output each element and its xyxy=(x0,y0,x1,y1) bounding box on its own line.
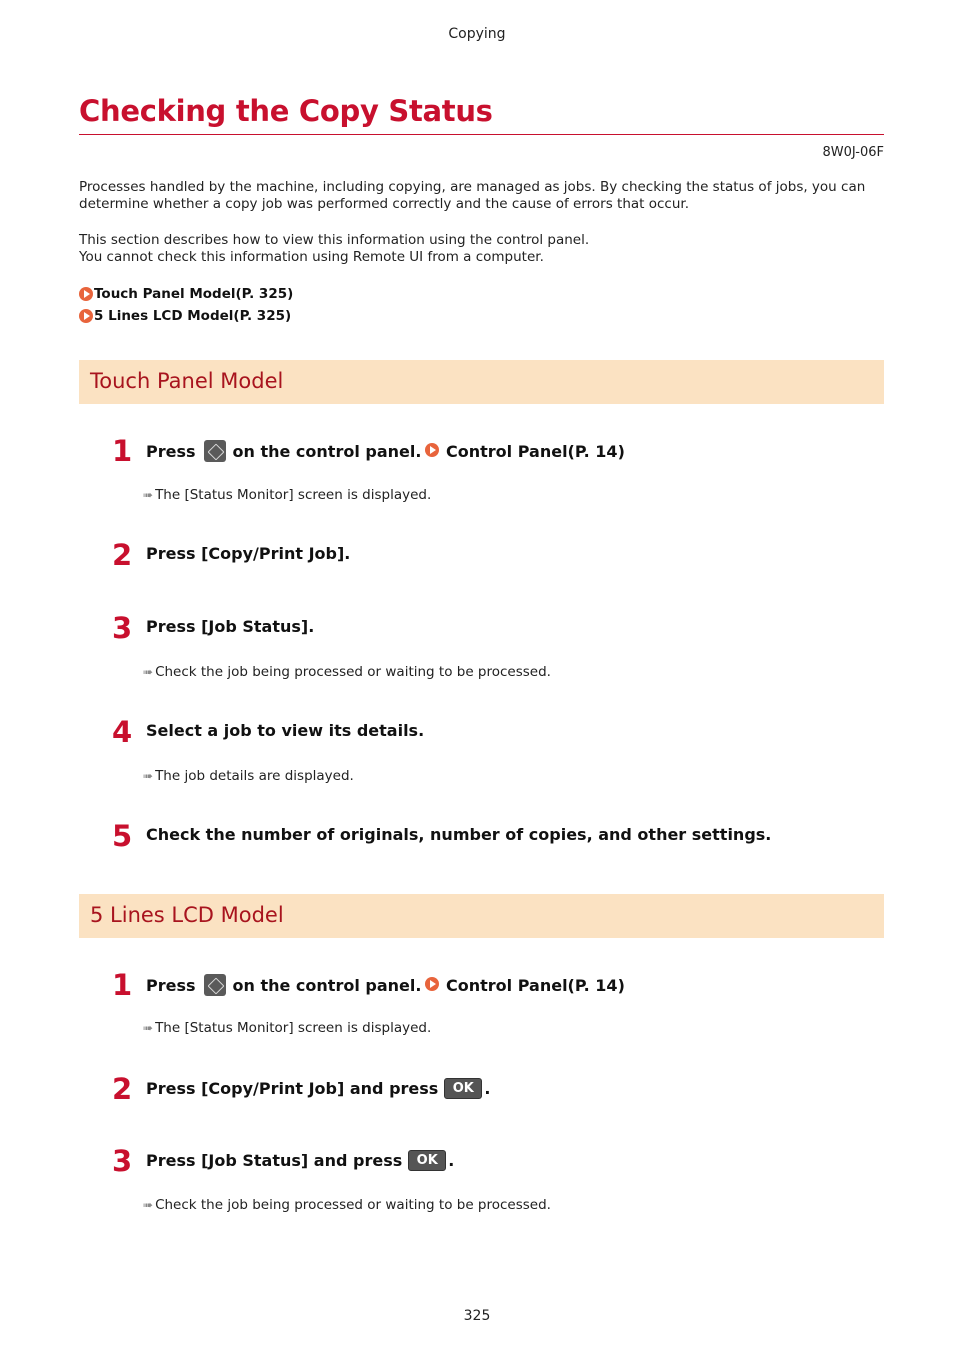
step-result xyxy=(143,664,551,680)
result-arrow-icon: ➠ xyxy=(143,1021,152,1035)
section-header-touch-panel xyxy=(79,360,884,404)
step-text-post: . xyxy=(448,1151,455,1170)
title-divider xyxy=(79,134,884,135)
link-label: Control Panel(P. 14) xyxy=(446,441,625,461)
step-text: Press [Job Status]. xyxy=(146,617,315,636)
step-result xyxy=(143,768,354,784)
step-number: 5 xyxy=(112,819,133,853)
link-control-panel[interactable] xyxy=(425,442,624,461)
result-text: Check the job being processed or waiting to be processed. xyxy=(155,664,551,680)
link-arrow-icon xyxy=(79,287,93,301)
step-text xyxy=(146,1150,454,1171)
link-arrow-icon xyxy=(425,443,439,457)
step-text xyxy=(146,440,625,462)
step-text-pre: Press [Job Status] and press xyxy=(146,1151,403,1170)
link-arrow-icon xyxy=(79,309,93,323)
step-text-post: on the control panel. xyxy=(232,441,422,461)
page-title: Checking the Copy Status xyxy=(79,94,493,128)
intro-line-remote-ui: You cannot check this information using Remote UI from a computer. xyxy=(79,249,544,265)
link-label: Touch Panel Model(P. 325) xyxy=(94,286,294,302)
step-number: 1 xyxy=(112,968,133,1002)
result-text: Check the job being processed or waiting to be processed. xyxy=(155,1197,551,1213)
result-text: The [Status Monitor] screen is displayed. xyxy=(155,1020,432,1036)
link-control-panel[interactable] xyxy=(425,976,624,995)
step-text-pre: Press xyxy=(146,975,196,995)
step-text: Select a job to view its details. xyxy=(146,721,425,740)
document-code: 8W0J-06F xyxy=(822,145,884,160)
step-text-post: on the control panel. xyxy=(232,975,422,995)
step-text-pre: Press [Copy/Print Job] and press xyxy=(146,1079,439,1098)
running-head: Copying xyxy=(448,26,506,42)
ok-key-icon: OK xyxy=(444,1078,482,1099)
section-heading: Touch Panel Model xyxy=(90,369,284,393)
step-text xyxy=(146,974,625,996)
link-label: 5 Lines LCD Model(P. 325) xyxy=(94,308,292,324)
ok-key-icon: OK xyxy=(408,1150,446,1171)
step-number: 3 xyxy=(112,611,133,645)
result-arrow-icon: ➠ xyxy=(143,665,152,679)
result-text: The [Status Monitor] screen is displayed. xyxy=(155,487,432,503)
step-result xyxy=(143,1020,431,1036)
step-result xyxy=(143,487,431,503)
result-arrow-icon: ➠ xyxy=(143,769,152,783)
step-number: 1 xyxy=(112,434,133,468)
step-result xyxy=(143,1197,551,1213)
link-arrow-icon xyxy=(425,977,439,991)
link-label: Control Panel(P. 14) xyxy=(446,975,625,995)
section-heading: 5 Lines LCD Model xyxy=(90,903,284,927)
step-text-post: . xyxy=(484,1079,491,1098)
step-number: 2 xyxy=(112,538,133,572)
result-arrow-icon: ➠ xyxy=(143,488,152,502)
step-number: 2 xyxy=(112,1072,133,1106)
step-number: 3 xyxy=(112,1144,133,1178)
link-5-lines-lcd-model[interactable] xyxy=(79,308,291,324)
step-number: 4 xyxy=(112,715,133,749)
step-text xyxy=(146,1078,490,1099)
intro-paragraph: Processes handled by the machine, including copying, are managed as jobs. By checking the status of jobs, you can determine whether a copy job was performed correctly and the cause of errors that occur. xyxy=(79,179,866,212)
step-text-pre: Press xyxy=(146,441,196,461)
result-text: The job details are displayed. xyxy=(155,768,354,784)
page-number: 325 xyxy=(463,1308,491,1324)
step-text: Press [Copy/Print Job]. xyxy=(146,544,351,563)
intro-line-control-panel: This section describes how to view this information using the control panel. xyxy=(79,232,590,248)
result-arrow-icon: ➠ xyxy=(143,1198,152,1212)
link-touch-panel-model[interactable] xyxy=(79,286,293,302)
section-header-5-lines-lcd xyxy=(79,894,884,938)
step-text: Check the number of originals, number of copies, and other settings. xyxy=(146,825,772,844)
status-monitor-key-icon xyxy=(204,974,226,996)
status-monitor-key-icon xyxy=(204,440,226,462)
